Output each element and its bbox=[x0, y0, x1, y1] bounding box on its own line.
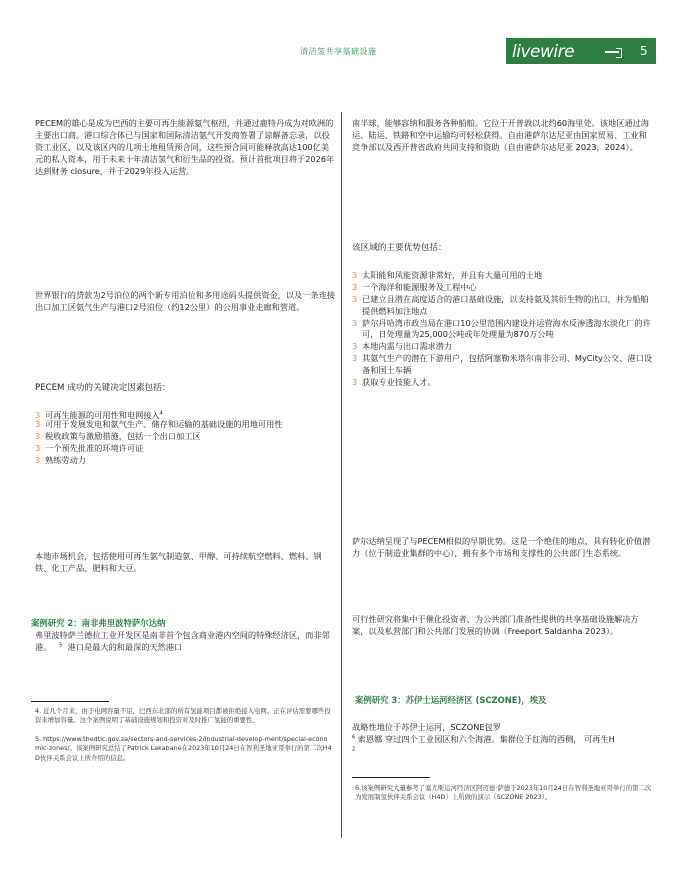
footnote-rule-left bbox=[31, 701, 109, 702]
column-divider bbox=[341, 112, 342, 838]
bullet-icon: 3 bbox=[35, 418, 41, 429]
advantages-list bbox=[352, 270, 654, 389]
bullet-icon: 3 bbox=[35, 430, 41, 441]
livewire-logo: livewire bbox=[512, 42, 575, 62]
bullet-icon: 3 bbox=[352, 317, 358, 328]
left-paragraph-success-factors: PECEM 成功的关键决定因素包括： bbox=[35, 383, 171, 393]
list-item: 3 太阳能和风能资源非常好，并且有大量可用的土地 bbox=[352, 270, 543, 280]
list-item: 3 其氨气生产的潜在下游用户，包括阿塞勒米塔尔南非公司、MyCity公交、港口设备和国土车辆 bbox=[352, 353, 652, 376]
bullet-icon: 3 bbox=[352, 377, 358, 388]
list-item: 3 可用于发展发电和氨气生产、储存和运输的基础设施的用地可用性 bbox=[35, 418, 283, 429]
bullet-icon: 3 bbox=[35, 442, 41, 453]
list-item: 3 一个海洋和能源服务及工程中心 bbox=[352, 281, 477, 292]
left-paragraph-pecem-ambition: PECEM的雄心是成为巴西的主要可再生能源氨气枢纽，并通过鹿特丹成为对欧洲的主要出口商。港口综合体已与国家和国际清洁氨气开发商签署了谅解备忘录，以投资工业区，以及该区内的几项土地租赁预合同，这些预合同可能释放高达100亿美元的私人资本，用于未来十年清洁氢气和衍生品的投资。预计首批项目将于2026年达到财务 closure，并于2029年投入运营。 bbox=[35, 118, 335, 176]
list-item: 3 一个预先批准的环境许可证 bbox=[35, 442, 144, 453]
bullet-icon: 3 bbox=[352, 341, 358, 352]
bullet-icon: 3 bbox=[352, 281, 358, 292]
footnote-rule-right bbox=[352, 777, 430, 778]
list-item: 3 可再生能源的可用性和电网接入$^4$ bbox=[35, 410, 163, 420]
left-paragraph-local-market: 本地市场机会，包括使用可再生氨气制造氨、甲醇、可持续航空燃料、燃料、钢铁、化工产品、肥料和大豆。 bbox=[35, 551, 322, 573]
list-item: 3 萨尔丹哈湾市政当局在港口10公里范围内建设并运营海水反渗透海水淡化厂的许可，日处理量为25,000公吨或年处理量为870万公吨 bbox=[352, 317, 651, 340]
case-study-3-text: 战略性地位于苏伊士运河，SCZONE包罗 $^6$ 索恩娜 穿过四个工业园区和六个海港。集群位于红海的西侧， 可再生H $^2$ bbox=[352, 722, 615, 753]
page-number: 5 bbox=[640, 44, 648, 58]
success-factors-list bbox=[35, 410, 335, 466]
footnote-5: 5. https://www.thedtic.gov.za/sectors-and-services-2/industrial-develop-ment/special-economic-zones/。该案例研究总结了Patrick Lakabane在2023年10月24日在智利圣地亚哥举行的第二次H4D伙伴关系会议上所介绍的信息。 bbox=[35, 735, 332, 762]
footnote-4: 4. 近几个月来，由于电网容量不足，巴西东北部的所有氢能项目都被拒绝接入电网。正在评估需要哪些投资来增加容量。这个案例说明了基础设施规划和投资对及时推广氢能的重要性。 bbox=[35, 707, 331, 725]
right-paragraph-feasibility: 可行性研究将集中于催化投资者、为公共部门准备性提供的共享基础设施解决方案，以及私营部门和公共部门发展的协调（Freeport Saldanha 2023）。 bbox=[352, 614, 639, 636]
running-header-title: 清洁氢共享基础设施 bbox=[300, 47, 377, 56]
bullet-icon: 3 bbox=[35, 410, 41, 420]
list-item: 3 获取专业技能人才。 bbox=[352, 377, 436, 388]
right-paragraph-saldanha-location: 南半球，能够容纳和服务各种船舶。它位于开普敦以北约60海里处。该地区通过海运、陆运、铁路和空中运输均可轻松获得。自由港萨尔达尼亚由国家贸易、工业和竞争部以及西开普省政府共同支持和资助（自由港萨尔达尼亚 2023，2024）。 bbox=[352, 118, 649, 152]
list-item: 3 熟练劳动力 bbox=[35, 454, 86, 465]
list-item: 3 本地内需与出口需求潜力 bbox=[352, 341, 453, 352]
list-item: 3 已建立且潜在高度适合的港口基础设施，以支持氨及其衍生物的出口，并为船舶提供燃料加注地点 bbox=[352, 293, 649, 316]
footnote-6: 6.该案例研究大量参考了塞尤斯运河经济区阿迈德·萨德于2023年10月24日在智利圣地亚哥举行的第二次为发展制氢伙伴关系会议（H4D）上所做的演示（SCZONE 2023）。 bbox=[355, 784, 652, 802]
bullet-icon: 3 bbox=[35, 454, 41, 465]
right-paragraph-saldanha-summary: 萨尔达纳呈现了与PECEM相似的早期优势。这是一个绝佳的地点，具有转化价值潜力（位于制造业集群的中心），拥有多个市场和支撑性的公共部门生态系统。 bbox=[352, 536, 651, 558]
list-item: 3 税收政策与激励措施，包括一个出口加工区 bbox=[35, 430, 201, 441]
plug-head-icon bbox=[616, 48, 622, 58]
bullet-icon: 3 bbox=[352, 353, 358, 364]
case-study-3-heading: 案例研究 3：苏伊士运河经济区 (SCZONE)，埃及 bbox=[355, 695, 547, 705]
right-paragraph-advantages-intro: 该区域的主要优势包括： bbox=[352, 243, 447, 253]
bullet-icon: 3 bbox=[352, 293, 358, 304]
bullet-icon: 3 bbox=[352, 270, 358, 280]
left-paragraph-world-bank: 世界银行的贷款为2号泊位的两个新专用泊位和多用途码头提供资金，以及一条连接出口加工区氨气生产与港口2号泊位（约12公里）的公用事业走廊和管道。 bbox=[35, 290, 335, 312]
case-study-2-heading: 案例研究 2：南非弗里波特萨尔达纳 bbox=[31, 618, 166, 628]
case-study-2-text: 弗里波特萨兰德拉工业开发区是南非首个包含商业港内空间的特殊经济区，而非邻港。 $^5$ 港口是最大的和最深的天然港口 bbox=[35, 630, 330, 652]
